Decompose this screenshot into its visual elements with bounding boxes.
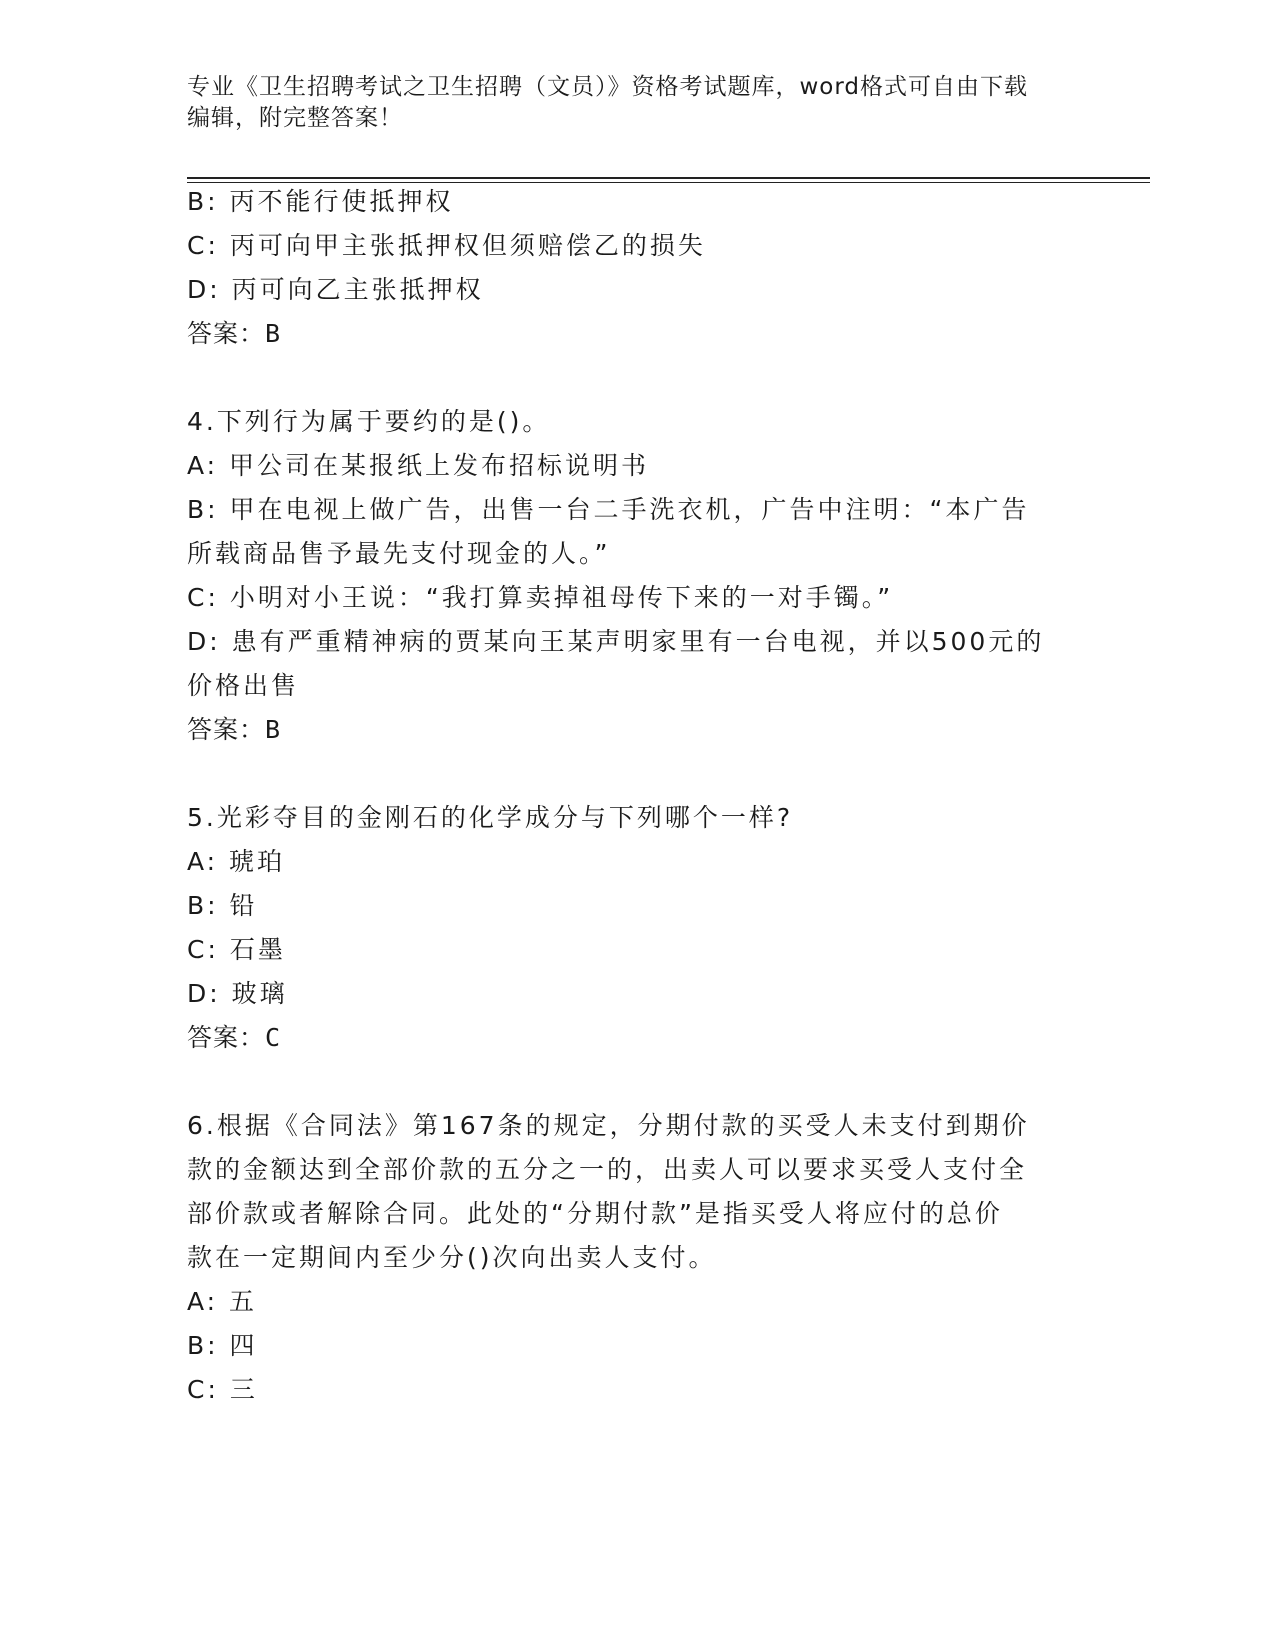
header-line-2: 编辑，附完整答案！	[187, 105, 403, 131]
q4-answer: 答案：B	[187, 715, 282, 744]
q3-answer: 答案：B	[187, 319, 282, 348]
q3-option-b: B: 丙不能行使抵押权	[187, 187, 454, 216]
q4-stem: 4.下列行为属于要约的是()。	[187, 407, 551, 436]
header-rule-thin	[187, 182, 1150, 183]
q5-option-c: C: 石墨	[187, 935, 286, 964]
q6-option-a: A: 五	[187, 1287, 258, 1316]
header-line-1: 专业《卫生招聘考试之卫生招聘（文员）》资格考试题库，word格式可自由下载	[187, 74, 1029, 100]
q5-option-a: A: 琥珀	[187, 847, 286, 876]
q6-stem-line3: 部价款或者解除合同。此处的“分期付款”是指买受人将应付的总价	[187, 1199, 1003, 1228]
q4-option-b-line2: 所载商品售予最先支付现金的人。”	[187, 539, 611, 568]
q6-stem-line4: 款在一定期间内至少分()次向出卖人支付。	[187, 1243, 717, 1272]
q4-option-d-line1: D: 患有严重精神病的贾某向王某声明家里有一台电视，并以500元的	[187, 627, 1045, 656]
document-header	[187, 72, 1067, 134]
q5-answer: 答案：C	[187, 1023, 282, 1052]
q4-option-c: C: 小明对小王说：“我打算卖掉祖母传下来的一对手镯。”	[187, 583, 894, 612]
q4-option-a: A: 甲公司在某报纸上发布招标说明书	[187, 451, 650, 480]
q4-option-d-line2: 价格出售	[187, 671, 300, 700]
q6-option-c: C: 三	[187, 1375, 258, 1404]
q5-stem: 5.光彩夺目的金刚石的化学成分与下列哪个一样?	[187, 803, 794, 832]
q6-option-b: B: 四	[187, 1331, 258, 1360]
q5-option-b: B: 铅	[187, 891, 258, 920]
header-rule-thick	[187, 177, 1150, 179]
q5-option-d: D: 玻璃	[187, 979, 288, 1008]
q3-option-c: C: 丙可向甲主张抵押权但须赔偿乙的损失	[187, 231, 706, 260]
q4-option-b-line1: B: 甲在电视上做广告，出售一台二手洗衣机，广告中注明：“本广告	[187, 495, 1030, 524]
q6-stem-line2: 款的金额达到全部价款的五分之一的，出卖人可以要求买受人支付全	[187, 1155, 1028, 1184]
q3-option-d: D: 丙可向乙主张抵押权	[187, 275, 484, 304]
q6-stem-line1: 6.根据《合同法》第167条的规定，分期付款的买受人未支付到期价	[187, 1111, 1030, 1140]
